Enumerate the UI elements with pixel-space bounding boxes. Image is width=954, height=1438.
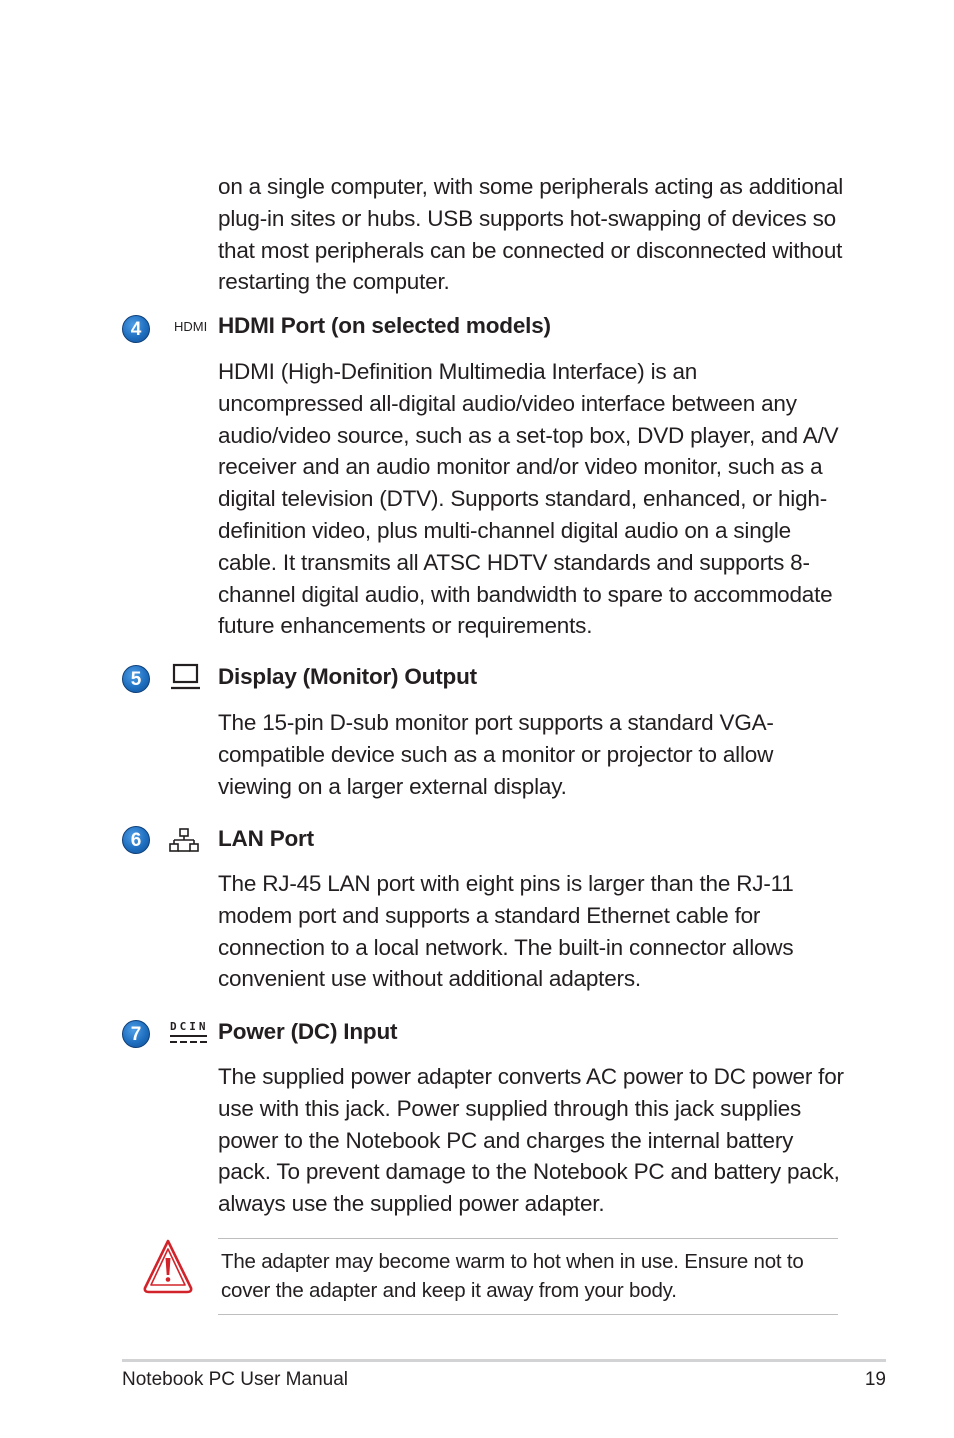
section-heading-display: Display (Monitor) Output — [218, 664, 477, 689]
item-number-badge: 6 — [122, 826, 150, 854]
warning-triangle-icon — [142, 1238, 194, 1296]
monitor-icon — [170, 663, 202, 691]
dc-in-label: DCIN — [170, 1020, 209, 1033]
section-body-hdmi: HDMI (High-Definition Multimedia Interface) is an uncompressed all-digital audio/video interface between any audio/video source, such as a set-top box, DVD player, and A/V receiver and an audio monitor and/or video monitor, such as a digital television (DTV). Supports standard, enhanced, or high-definition video, plus multi-channel digital audio on a single cable. It transmits all ATSC HDTV standards and supports 8-channel digital audio, with bandwidth to spare to accommodate future enhancements or requirements. — [218, 359, 839, 639]
item-number-badge: 4 — [122, 315, 150, 343]
network-icon — [169, 828, 199, 854]
intro-paragraph: on a single computer, with some peripherals acting as additional plug-in sites or hubs. USB supports hot-swapping of devices so that most peripherals can be connected or disconnected without restarting the computer. — [218, 174, 844, 295]
footer-title: Notebook PC User Manual — [122, 1369, 348, 1390]
dc-in-icon — [169, 1021, 209, 1045]
warning-text: The adapter may become warm to hot when in use. Ensure not to cover the adapter and keep it away from your body. — [221, 1250, 804, 1302]
section-heading-lan: LAN Port — [218, 826, 314, 851]
hdmi-label-icon: HDMI — [174, 319, 208, 334]
section-heading-power: Power (DC) Input — [218, 1019, 398, 1044]
section-body-power: The supplied power adapter converts AC power to DC power for use with this jack. Power supplied through this jack supplies power to the Notebook PC and charges the internal battery pack. To prevent damage to the Notebook PC and battery pack, always use the supplied power adapter. — [218, 1064, 844, 1217]
item-number-badge: 5 — [122, 665, 150, 693]
section-body-lan: The RJ-45 LAN port with eight pins is larger than the RJ-11 modem port and supports a standard Ethernet cable for connection to a local network. The built-in connector allows convenient use without additional adapters. — [218, 871, 794, 992]
section-heading-hdmi: HDMI Port (on selected models) — [218, 313, 551, 338]
item-number-badge: 7 — [122, 1020, 150, 1048]
section-body-display: The 15-pin D-sub monitor port supports a standard VGA-compatible device such as a monitor or projector to allow viewing on a larger external display. — [218, 710, 774, 799]
dc-symbol-icon — [169, 1034, 209, 1044]
page-number: 19 — [864, 1369, 886, 1390]
footer-divider — [122, 1359, 886, 1362]
